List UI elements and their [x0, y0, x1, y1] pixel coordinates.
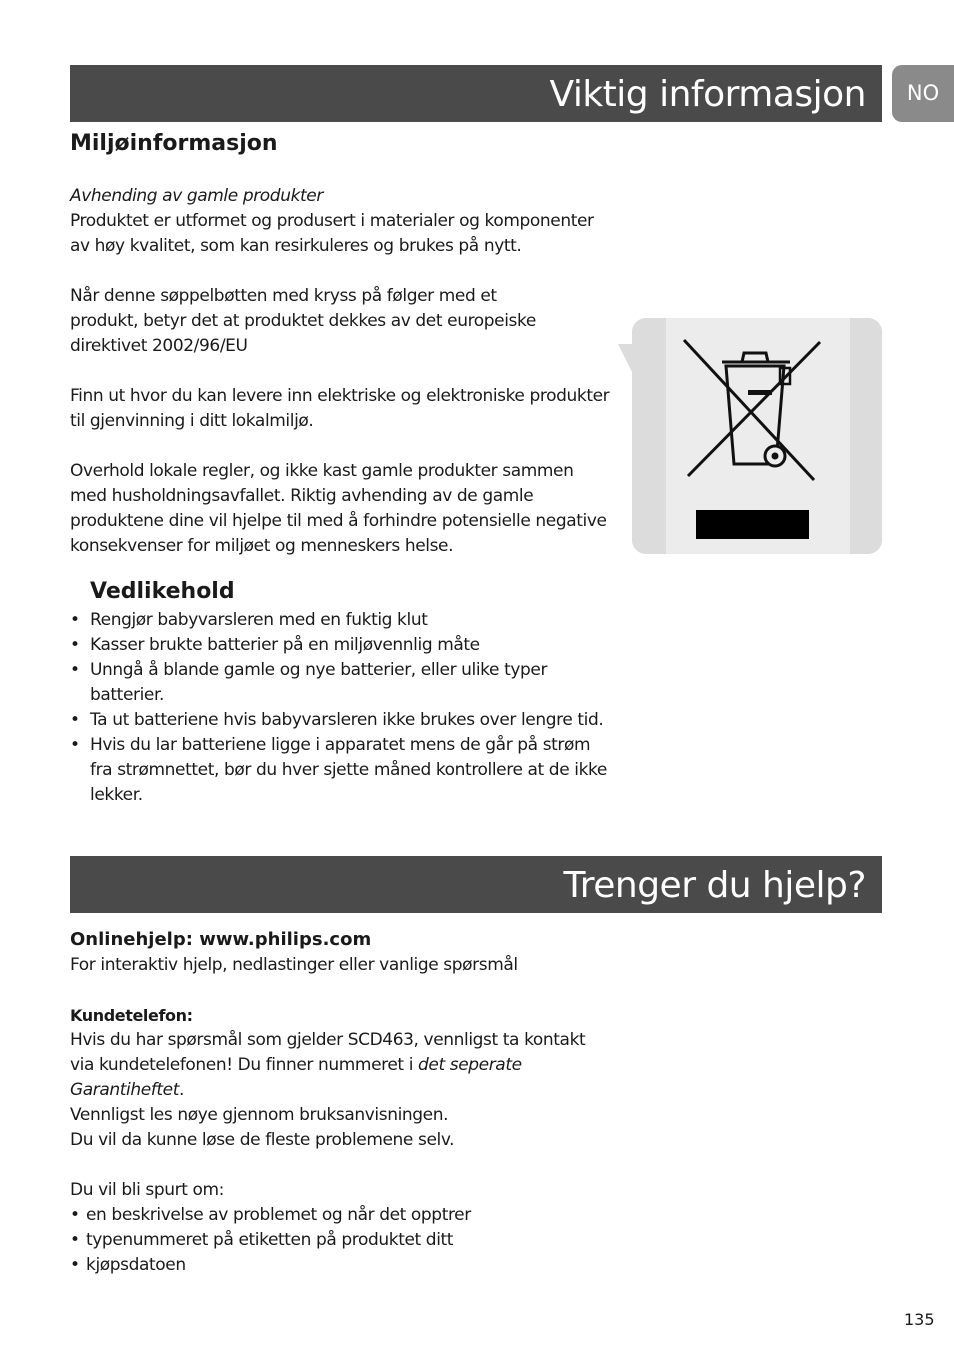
phone-heading: Kundetelefon:	[70, 1006, 193, 1025]
language-tab	[892, 65, 954, 122]
banner-title: Viktig informasjon	[549, 74, 866, 115]
help-text	[70, 953, 615, 1278]
figure-side-panel-left	[632, 318, 666, 554]
phone-text	[70, 1028, 600, 1103]
asked-intro: Du vil bli spurt om:	[70, 1180, 224, 1200]
read-line-1: Vennligst les nøye gjennom bruksanvisningen.	[70, 1105, 449, 1125]
figure-side-panel-right	[850, 318, 882, 554]
read-line-2: Du vil da kunne løse de fleste problemene selv.	[70, 1130, 455, 1150]
environment-paragraph-4: Overhold lokale regler, og ikke kast gamle produkter sammen med husholdningsavfallet. Riktig avhending av de gamle produktene dine vil hjelpe til med å forhindre potensielle negative konsekvenser for miljøet og menneskers helse.	[70, 461, 607, 556]
online-help-text: For interaktiv hjelp, nedlastinger eller vanlige spørsmål	[70, 955, 518, 975]
maintenance-list	[70, 608, 610, 808]
list-item: • kjøpsdatoen	[70, 1253, 615, 1278]
environment-heading: Miljøinformasjon	[70, 131, 278, 156]
section-banner-important-info	[70, 65, 882, 122]
list-item: • Rengjør babyvarsleren med en fuktig klut	[70, 608, 610, 633]
list-item: • typenummeret på etiketten på produktet ditt	[70, 1228, 615, 1253]
section-banner-help	[70, 856, 882, 913]
crossed-out-wheelie-bin-icon	[682, 336, 824, 486]
asked-list	[70, 1203, 615, 1278]
list-item: • Ta ut batteriene hvis babyvarsleren ikke brukes over lengre tid.	[70, 708, 610, 733]
weee-black-bar	[696, 510, 809, 539]
banner-title: Trenger du hjelp?	[563, 865, 866, 906]
online-help-heading: Onlinehjelp: www.philips.com	[70, 929, 372, 950]
phone-text-part-1: Hvis du har spørsmål som gjelder SCD463, vennligst ta kontakt via kundetelefonen! Du finner nummeret i	[70, 1030, 586, 1075]
maintenance-heading: Vedlikehold	[90, 579, 235, 604]
list-item: • Unngå å blande gamle og nye batterier, eller ulike typer batterier.	[70, 658, 610, 708]
maintenance-list-container	[70, 608, 610, 808]
list-item: • Hvis du lar batteriene ligge i apparatet mens de går på strøm fra strømnettet, bør du hver sjette måned kontrollere at de ikke lekker.	[70, 733, 610, 808]
environment-text	[70, 184, 615, 559]
list-item: • Kasser brukte batterier på en miljøvennlig måte	[70, 633, 610, 658]
environment-paragraph-1: Produktet er utformet og produsert i materialer og komponenter av høy kvalitet, som kan resirkuleres og brukes på nytt.	[70, 211, 594, 256]
language-tab-label: NO	[906, 81, 940, 105]
page-number: 135	[904, 1310, 935, 1329]
phone-text-part-2: .	[178, 1080, 184, 1100]
phone-text-italic: det seperate Garantiheftet	[70, 1055, 522, 1100]
environment-paragraph-3: Finn ut hvor du kan levere inn elektriske og elektroniske produkter til gjenvinning i ditt lokalmiljø.	[70, 386, 610, 431]
list-item: • en beskrivelse av problemet og når det opptrer	[70, 1203, 615, 1228]
environment-subheading: Avhending av gamle produkter	[70, 186, 323, 206]
environment-paragraph-2: Når denne søppelbøtten med kryss på følger med et produkt, betyr det at produktet dekkes av det europeiske direktivet 2002/96/EU	[70, 286, 536, 356]
